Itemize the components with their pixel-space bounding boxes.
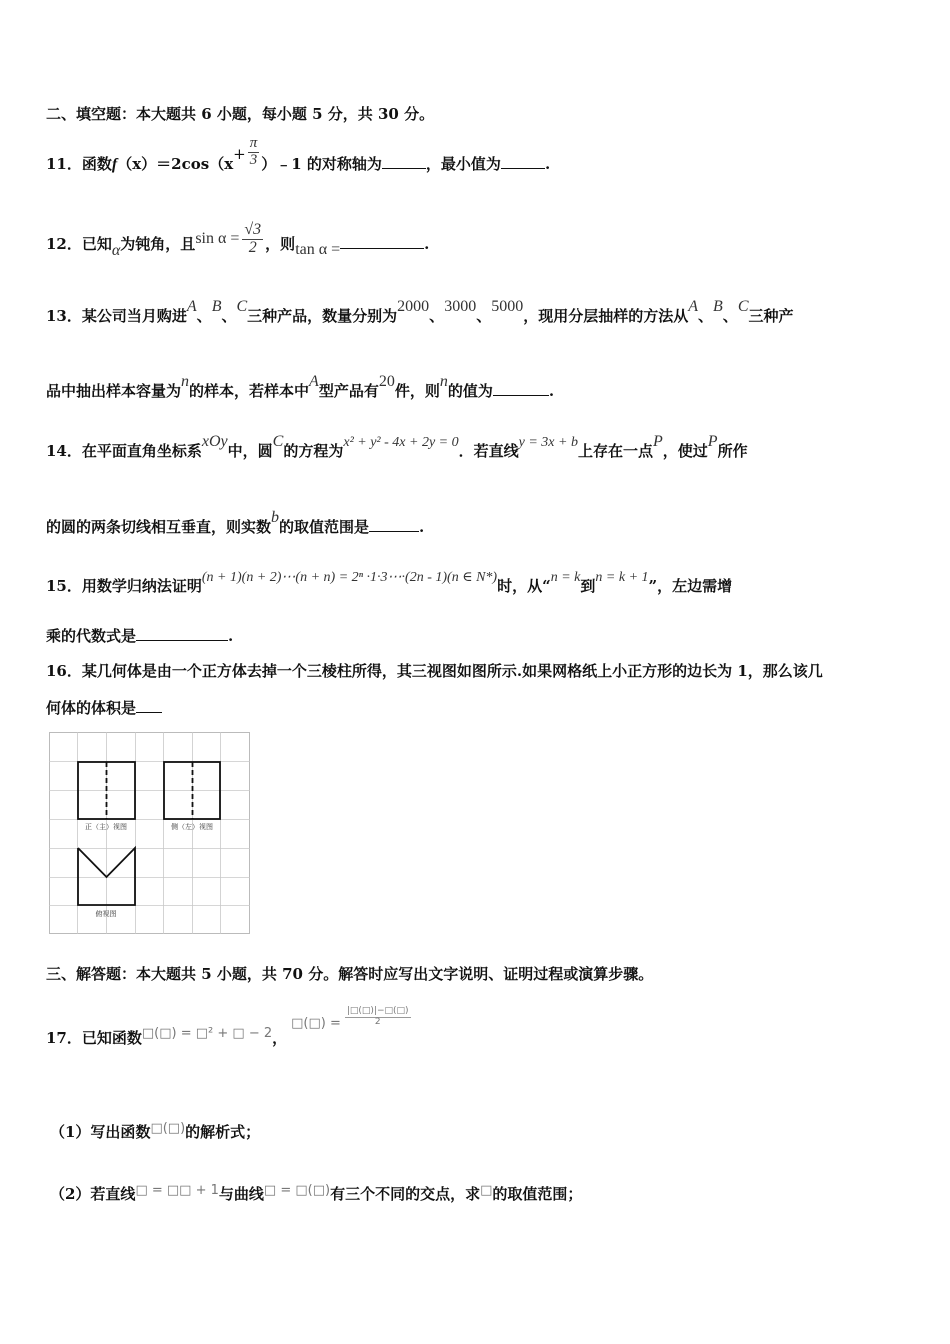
question-text: ＝2cos（x	[156, 155, 234, 173]
math-g-lhs: □(□) =	[291, 1016, 341, 1031]
math-var-a: A	[688, 298, 698, 315]
question-text: 的方程为	[283, 442, 344, 460]
question-13-continued	[46, 373, 555, 401]
fraction-denominator: 2	[374, 1016, 381, 1027]
question-number: 11．	[46, 155, 82, 173]
math-quantity: 20	[378, 373, 395, 390]
question-text: ．若直线	[458, 442, 519, 460]
math-induction-formula: (n + 1)(n + 2)⋯(n + n) = 2ⁿ ·1·3⋯·(2n - 1)(n ∈ N*)	[201, 570, 498, 585]
math-alpha: α	[111, 242, 121, 259]
answer-blank[interactable]	[501, 154, 545, 169]
question-text: ，	[272, 1029, 288, 1047]
question-text: 所作	[717, 442, 748, 460]
math-curve-equation: □ = □(□)	[263, 1183, 331, 1198]
question-text: 件，则	[394, 382, 440, 400]
question-text: 与曲线	[218, 1185, 264, 1203]
question-text: .	[548, 382, 555, 400]
question-text: ，最小值为	[425, 155, 501, 173]
front-view-caption: 正（主）视图	[85, 823, 127, 831]
question-text: 的值为	[447, 382, 493, 400]
question-16-continued	[46, 697, 162, 718]
answer-blank[interactable]	[369, 517, 419, 532]
question-15-continued	[46, 625, 233, 646]
math-quantity: 3000	[444, 298, 477, 315]
section-3-heading-text: 三、解答题：本大题共 5 小题，共 70 分。解答时应写出文字说明、证明过程或演算步骤。	[46, 965, 654, 983]
math-f-definition: □(□) = □² + □ − 2	[141, 1026, 273, 1041]
question-number: 14．	[46, 442, 82, 460]
answer-blank[interactable]	[340, 234, 424, 249]
question-17-part-1	[50, 1121, 260, 1142]
math-quantity: 5000	[491, 298, 524, 315]
math-g-function: □(□)	[150, 1121, 186, 1136]
math-var-c: C	[737, 298, 749, 315]
question-text: 何体的体积是	[46, 699, 137, 717]
question-12	[46, 220, 430, 259]
question-13	[46, 298, 794, 326]
question-text: ，使过	[662, 442, 708, 460]
fraction-denominator: 3	[248, 152, 260, 169]
top-view-caption: 俯视图	[95, 910, 117, 918]
math-tan-alpha: tan α =	[295, 241, 341, 258]
fraction-numerator: |□(□)|−□(□)	[346, 1006, 409, 1017]
question-text: 有三个不同的交点，求	[330, 1185, 481, 1203]
math-var-b: B	[713, 298, 723, 315]
question-text: （x）	[117, 155, 157, 173]
question-number: 15．	[46, 577, 82, 595]
question-16	[46, 660, 823, 681]
question-text: ”，左边需增	[648, 577, 733, 595]
math-var-c: C	[272, 433, 284, 450]
fraction-sqrt3-over-2	[242, 222, 263, 257]
fraction-pi-over-3	[248, 136, 260, 169]
question-text: 型产品有	[318, 382, 379, 400]
question-text: 用数学归纳法证明	[81, 577, 202, 595]
question-text: ﹣1 的对称轴为	[276, 155, 382, 173]
question-text: 到	[580, 577, 596, 595]
math-var-a: A	[186, 298, 197, 315]
question-text: 已知	[81, 235, 112, 253]
question-text: 时，从“	[497, 577, 551, 595]
math-circle-equation: x² + y² - 4x + 2y = 0	[343, 435, 459, 450]
section-2-heading	[46, 103, 434, 124]
question-text: ，现用分层抽样的方法从	[523, 307, 689, 325]
question-text: 函数	[81, 155, 112, 173]
answer-blank[interactable]	[382, 154, 426, 169]
question-text: ，则	[265, 235, 296, 253]
question-text: 的解析式；	[185, 1123, 261, 1141]
question-text: 的圆的两条切线相互垂直，则实数	[46, 518, 272, 536]
question-text: 的样本，若样本中	[189, 382, 310, 400]
question-text: 三种产	[748, 307, 794, 325]
math-n-equals-k: n = k	[550, 570, 581, 585]
section-2-heading-text: 二、填空题：本大题共 6 小题，每小题 5 分，共 30 分。	[46, 105, 435, 123]
math-var-a: A	[309, 373, 319, 390]
question-11	[46, 134, 551, 174]
side-view-caption: 侧（左）视图	[171, 823, 213, 831]
separator: 、	[722, 307, 738, 325]
separator: 、	[429, 307, 445, 325]
math-coordinate-system: xOy	[201, 433, 228, 450]
question-text: .	[544, 155, 551, 173]
question-text: 已知函数	[81, 1029, 142, 1047]
math-plus: +	[233, 145, 246, 163]
fraction-numerator: π	[249, 134, 258, 151]
fraction-denominator: 2	[248, 238, 257, 256]
separator: 、	[221, 307, 237, 325]
math-line-equation: □ = □□ + 1	[135, 1183, 219, 1198]
separator: 、	[476, 307, 492, 325]
math-point-p: P	[652, 433, 663, 450]
math-var-c: C	[236, 298, 248, 315]
question-15	[46, 570, 733, 596]
question-14-continued	[46, 509, 425, 537]
separator: 、	[196, 307, 212, 325]
question-text: 乘的代数式是	[46, 627, 137, 645]
question-text: .	[424, 235, 430, 253]
math-var-b: B	[211, 298, 222, 315]
question-text: 在平面直角坐标系	[81, 442, 202, 460]
math-line-equation: y = 3x + b	[518, 435, 578, 450]
question-text: .	[419, 518, 425, 536]
question-14	[46, 433, 748, 461]
question-text: 品中抽出样本容量为	[46, 382, 182, 400]
question-17-part-2	[50, 1183, 582, 1204]
three-view-figure	[49, 732, 250, 934]
answer-blank[interactable]	[136, 698, 162, 713]
question-text: （2）若直线	[50, 1185, 136, 1203]
math-function-name: f	[111, 156, 118, 173]
math-sin-alpha: sin α =	[195, 230, 240, 247]
math-var-n: n	[181, 373, 190, 390]
question-number: 12．	[46, 235, 82, 253]
question-17	[46, 1006, 411, 1049]
question-text: ）	[261, 155, 277, 173]
math-var-k: □	[480, 1183, 493, 1198]
question-text: 某公司当月购进	[81, 307, 187, 325]
question-text: 的取值范围；	[492, 1185, 583, 1203]
answer-blank[interactable]	[136, 626, 228, 641]
question-text: （1）写出函数	[50, 1123, 151, 1141]
question-text: 为钝角，且	[120, 235, 196, 253]
answer-blank[interactable]	[493, 381, 549, 396]
math-point-p: P	[707, 433, 718, 450]
question-number: 17．	[46, 1029, 82, 1047]
math-n-equals-k-plus-1: n = k + 1	[595, 570, 649, 585]
section-3-heading	[46, 963, 653, 984]
question-text: 上存在一点	[577, 442, 653, 460]
math-g-fraction	[345, 1007, 411, 1027]
separator: 、	[698, 307, 714, 325]
question-text: 中，圆	[227, 442, 273, 460]
math-quantity: 2000	[397, 298, 430, 315]
question-text: 三种产品，数量分别为	[247, 307, 398, 325]
question-text: 的取值范围是	[279, 518, 370, 536]
question-number: 13．	[46, 307, 82, 325]
question-text: .	[228, 627, 234, 645]
math-var-b: b	[271, 509, 280, 526]
question-text: 16．某几何体是由一个正方体去掉一个三棱柱所得，其三视图如图所示.如果网格纸上小正方形的边长为 1，那么该几	[46, 662, 823, 680]
fraction-numerator: √3	[244, 220, 262, 238]
math-var-n: n	[439, 373, 448, 390]
